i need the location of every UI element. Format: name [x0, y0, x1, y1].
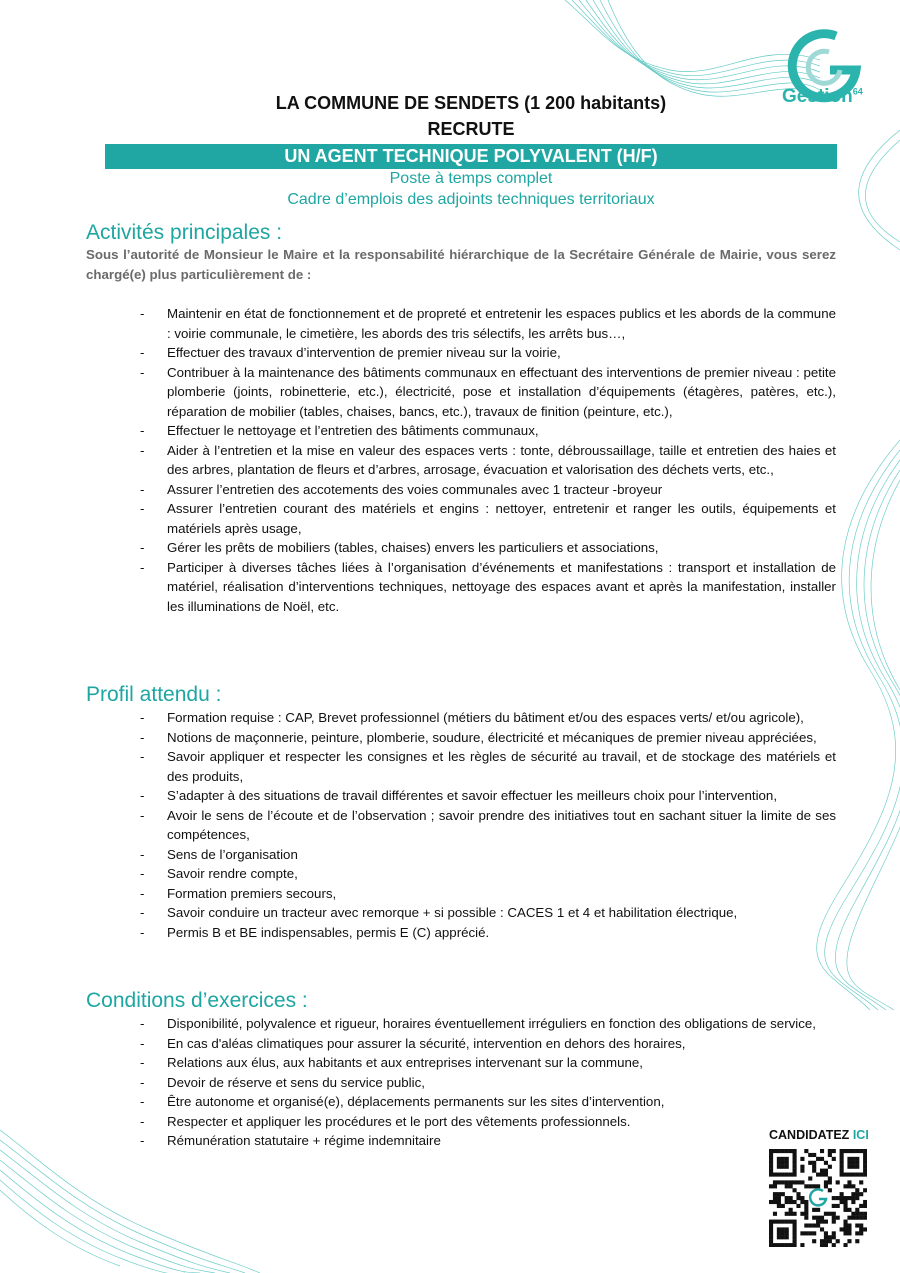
bullet-dash: - [140, 885, 145, 901]
list-item-text: Savoir conduire un tracteur avec remorque + si possible : CACES 1 et 4 et habilitation électrique, [167, 905, 738, 920]
bullet-dash: - [140, 905, 145, 920]
list-item-text: Contribuer à la maintenance des bâtiments communaux en effectuant des interventions de premier niveau : petite plomberie (joints, robinetterie, etc.), électricité, pose et installation d’équipements (étagères, patères, etc.), réparation de mobilier (tables, chaises, bancs, etc.), travaux de finition (peinture, etc.), [167, 364, 836, 419]
activites-list-item [140, 343, 836, 363]
bullet-dash: - [140, 559, 145, 575]
activites-list-item [140, 538, 836, 558]
bullet-dash: - [140, 1094, 145, 1109]
bullet-dash: - [140, 306, 145, 321]
qr-code[interactable] [769, 1149, 867, 1247]
profil-list-item [140, 923, 836, 943]
list-item-text: Formation premiers secours, [167, 885, 337, 901]
bullet-dash: - [140, 442, 145, 458]
list-item-text: Rémunération statutaire + régime indemnitaire [167, 1133, 441, 1148]
activites-list-item [140, 441, 836, 480]
list-item-text: Avoir le sens de l’écoute et de l’observation ; savoir prendre des initiatives tout en sachant situer la limite de ses compétences, [167, 807, 836, 842]
bullet-dash: - [140, 749, 145, 764]
activites-list-item [140, 421, 836, 441]
conditions-list-item [140, 1073, 836, 1093]
profil-list-item [140, 728, 836, 748]
cadre-subtitle: Cadre d’emplois des adjoints techniques territoriaux [287, 191, 655, 208]
conditions-list-item [140, 1053, 836, 1073]
bullet-dash: - [140, 1016, 145, 1031]
list-item-text: Respecter et appliquer les procédures et le port des vêtements professionnels. [167, 1113, 631, 1129]
bullet-dash: - [140, 540, 145, 555]
profil-list-item [140, 708, 836, 728]
list-item-text: Formation requise : CAP, Brevet professionnel (métiers du bâtiment et/ou des espaces verts/ et/ou agricole), [167, 710, 804, 725]
conditions-list-item [140, 1092, 836, 1112]
conditions-list-item [140, 1014, 836, 1034]
profil-list-item [140, 806, 836, 845]
poste-subtitle: Poste à temps complet [389, 170, 553, 187]
job-title-banner: UN AGENT TECHNIQUE POLYVALENT (H/F) [105, 144, 837, 169]
activites-list-item [140, 363, 836, 422]
list-item-text: Permis B et BE indispensables, permis E (C) apprécié. [167, 924, 490, 940]
list-item-text: Effectuer des travaux d’intervention de premier niveau sur la voirie, [167, 345, 561, 360]
logo-text: Gestion$^{64}$ [782, 86, 863, 107]
list-item-text: Aider à l’entretien et la mise en valeur des espaces verts : tonte, débroussaillage, taille et entretien des haies et des arbres, plantation de fleurs et d’arbres, arrosage, évacuation et valorisation des déchets verts, etc., [167, 442, 836, 477]
activites-list-item [140, 304, 836, 343]
bullet-dash: - [140, 1055, 145, 1070]
activites-intro: Sous l’autorité de Monsieur le Maire et la responsabilité hiérarchique de la Secrétaire Générale de Mairie, vous serez chargé(e) plus particulièrement de : [86, 247, 836, 282]
list-item-text: Savoir appliquer et respecter les consignes et les règles de sécurité au travail, et de stockage des matériels et des produits, [167, 749, 836, 784]
section-title-conditions: Conditions d’exercices : [86, 989, 308, 1012]
list-item-text: Gérer les prêts de mobiliers (tables, chaises) envers les particuliers et associations, [167, 540, 659, 555]
profil-list-item [140, 845, 836, 865]
bullet-dash: - [140, 423, 145, 438]
list-item-text: Assurer l’entretien courant des matériels et engins : nettoyer, entretenir et ranger les outils, équipements et matériels après usage, [167, 501, 836, 536]
bullet-dash: - [140, 1074, 145, 1090]
profil-list-item [140, 864, 836, 884]
list-item-text: Notions de maçonnerie, peinture, plomberie, soudure, électricité et mécaniques de premier niveau appréciées, [167, 729, 817, 745]
profil-list-item [140, 747, 836, 786]
activites-list-item [140, 558, 836, 617]
bullet-dash: - [140, 710, 145, 725]
candidatez-label: CANDIDATEZ ICI [769, 1128, 869, 1142]
list-item-text: Savoir rendre compte, [167, 866, 298, 881]
activites-list [140, 304, 836, 616]
bullet-dash: - [140, 729, 145, 745]
bullet-dash: - [140, 924, 145, 940]
bullet-dash: - [140, 1113, 145, 1129]
section-title-profil: Profil attendu : [86, 683, 222, 706]
bullet-dash: - [140, 1035, 145, 1051]
profil-list-item [140, 884, 836, 904]
activites-list-item [140, 499, 836, 538]
bullet-dash: - [140, 788, 145, 803]
bullet-dash: - [140, 846, 145, 862]
bullet-dash: - [140, 364, 145, 380]
list-item-text: Devoir de réserve et sens du service public, [167, 1074, 425, 1090]
profil-list-item [140, 903, 836, 923]
bullet-dash: - [140, 481, 145, 497]
list-item-text: Participer à diverses tâches liées à l’organisation d’événements et manifestations : transport et installation de matériel, réalisation d’interventions techniques, nettoyage des espaces avant et après la manifestation, installer les illuminations de Noël, etc. [167, 559, 836, 614]
bullet-dash: - [140, 866, 145, 881]
list-item-text: Disponibilité, polyvalence et rigueur, horaires éventuellement irréguliers en fonction des obligations de service, [167, 1016, 816, 1031]
bullet-dash: - [140, 1133, 145, 1148]
conditions-list [140, 1014, 836, 1151]
conditions-list-item [140, 1131, 836, 1151]
bullet-dash: - [140, 345, 145, 360]
list-item-text: Relations aux élus, aux habitants et aux entreprises intervenant sur la commune, [167, 1055, 643, 1070]
bullet-dash: - [140, 501, 145, 516]
recrute-title: RECRUTE [427, 119, 515, 139]
profil-list-item [140, 786, 836, 806]
list-item-text: Effectuer le nettoyage et l’entretien des bâtiments communaux, [167, 423, 539, 438]
list-item-text: Assurer l’entretien des accotements des voies communales avec 1 tracteur -broyeur [167, 481, 663, 497]
activites-list-item [140, 480, 836, 500]
commune-title: LA COMMUNE DE SENDETS (1 200 habitants) [275, 93, 667, 113]
conditions-list-item [140, 1034, 836, 1054]
list-item-text: S’adapter à des situations de travail différentes et savoir effectuer les meilleurs choix pour l’intervention, [167, 788, 778, 803]
list-item-text: Sens de l’organisation [167, 846, 298, 862]
section-title-activites: Activités principales : [86, 221, 283, 244]
list-item-text: Maintenir en état de fonctionnement et de propreté et entretenir les espaces publics et les abords de la commune : voirie communale, le cimetière, les abords des tris sélectifs, les arrêts bus…, [167, 306, 836, 341]
bullet-dash: - [140, 807, 145, 823]
list-item-text: Être autonome et organisé(e), déplacements permanents sur les sites d’intervention, [167, 1094, 665, 1109]
profil-list [140, 708, 836, 942]
conditions-list-item [140, 1112, 836, 1132]
list-item-text: En cas d'aléas climatiques pour assurer la sécurité, intervention en dehors des horaires, [167, 1035, 686, 1051]
